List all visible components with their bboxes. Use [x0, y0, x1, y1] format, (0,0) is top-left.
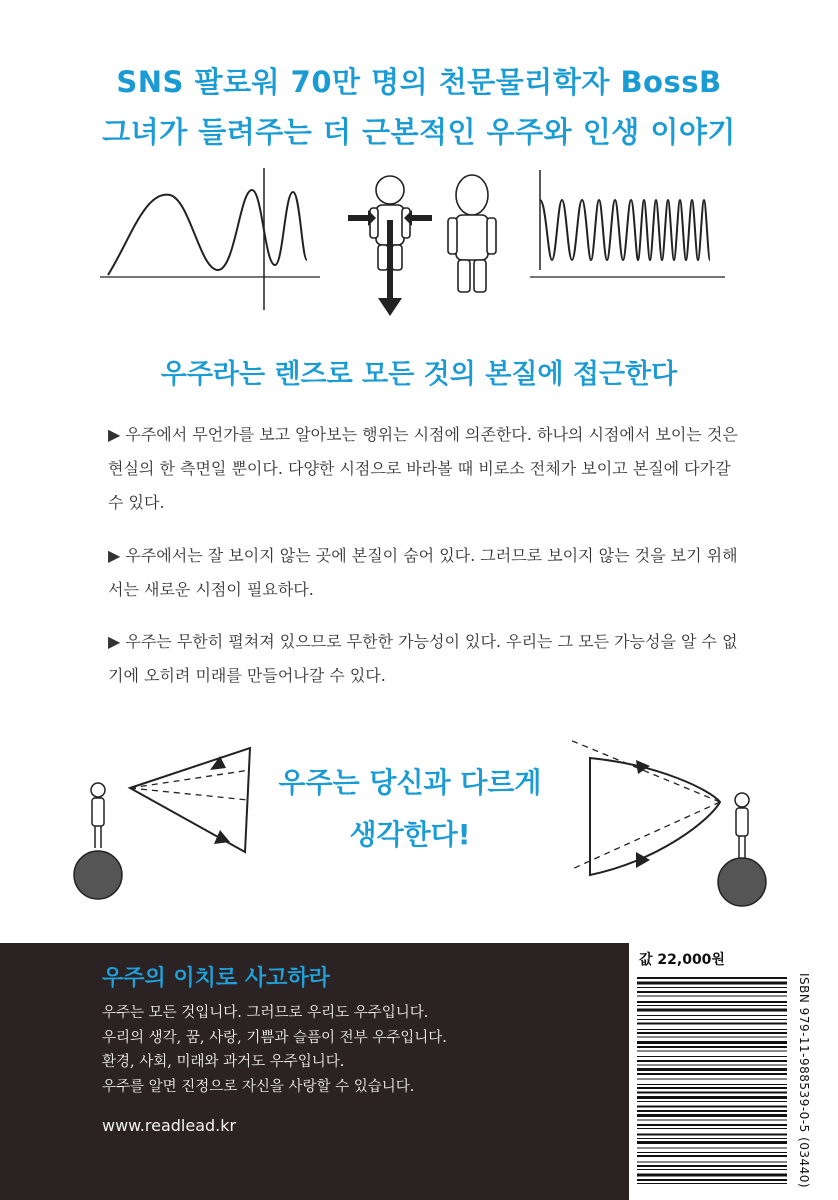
- footer-panel: [0, 943, 838, 1200]
- bullet-paragraph-2: ▶ 우주에서는 잘 보이지 않는 곳에 본질이 숨어 있다. 그러므로 보이지 않는 것을 보기 위해서는 새로운 시점이 필요하다.: [108, 546, 738, 599]
- footer-line-1: 우주는 모든 것입니다. 그러므로 우리도 우주입니다.: [102, 1005, 429, 1021]
- left-planet-icon: [74, 851, 122, 899]
- headline-line-1: SNS 팔로워 70만 명의 천문물리학자 BossB: [116, 65, 722, 99]
- left-person-on-planet: [74, 783, 122, 899]
- publisher-url[interactable]: www.readlead.kr: [102, 1116, 237, 1135]
- footer-body: [102, 1001, 562, 1099]
- footer-line-3: 환경, 사회, 미래와 과거도 우주입니다.: [102, 1054, 345, 1070]
- section-subheading: 우주라는 렌즈로 모든 것의 본질에 접근한다: [160, 359, 678, 390]
- price-barcode-box: [629, 943, 838, 1200]
- astronaut-tall: [448, 175, 496, 292]
- price-label: 값 22,000원: [639, 952, 725, 968]
- footer-line-4: 우주를 알면 진정으로 자신을 사랑할 수 있습니다.: [102, 1078, 415, 1095]
- wave-astronaut-illustration: [100, 160, 740, 320]
- footer-title: 우주의 이치로 사고하라: [102, 966, 330, 991]
- slogan-line-2: 생각한다!: [349, 818, 471, 851]
- headline-line-2: 그녀가 들려주는 더 근본적인 우주와 인생 이야기: [102, 115, 736, 149]
- long-wave-line: [108, 190, 307, 275]
- barcode-icon: [637, 975, 792, 1190]
- right-planet-icon: [718, 858, 766, 906]
- slogan-line-1: 우주는 당신과 다르게: [278, 766, 542, 799]
- bullet-paragraph-1: ▶ 우주에서 무언가를 보고 알아보는 행위는 시점에 의존한다. 하나의 시점에서 보이는 것은 현실의 한 측면일 뿐이다. 다양한 시점으로 바라볼 때 비로소 전체가 보이고 본질에 다가갈 수 있다.: [108, 425, 738, 512]
- left-perspective-triangle: [130, 748, 250, 852]
- bullet-paragraph-3: ▶ 우주는 무한히 펼쳐져 있으므로 무한한 가능성이 있다. 우리는 그 모든 가능성을 알 수 없기에 오히려 미래를 만들어나갈 수 있다.: [108, 632, 738, 685]
- footer-line-2: 우리의 생각, 꿈, 사랑, 기쁨과 슬픔이 전부 우주입니다.: [102, 1029, 447, 1046]
- short-wave-line: [540, 200, 710, 260]
- isbn-label: ISBN 979-11-988539-0-5 (03440): [797, 973, 811, 1189]
- right-person-on-planet: [718, 793, 766, 906]
- slogan: [240, 757, 580, 861]
